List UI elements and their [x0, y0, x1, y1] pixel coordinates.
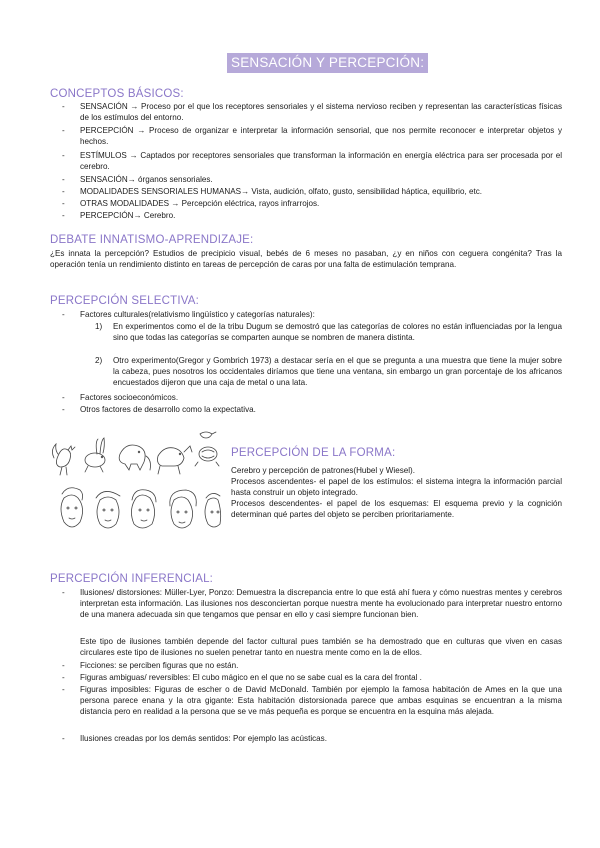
factores-culturales: Factores culturales(relativismo lingüístico y categorías naturales): [80, 310, 315, 319]
face-sketch-5 [205, 493, 221, 527]
ilusiones-distorsiones: Ilusiones/ distorsiones: Müller-Lyer, Ponzo: Demuestra la discrepancia entre lo que está ahí fuera y cómo nuestras mentes y cerebros interpretan esta información. Las ilusiones nos desconciertan porque nuestra mente ha evolucionado para interpretar nuestro entorno de una manera adecuada sin que tengamos que pensar en ello y casi siempre funcionan bien. [80, 588, 562, 619]
list-item [62, 684, 562, 717]
rabbit-sketch [85, 438, 105, 472]
forma-line-patrones: Cerebro y percepción de patrones(Hubel y Wiesel). [231, 466, 415, 475]
list-item [62, 309, 562, 320]
bullet-dash: - [62, 588, 65, 597]
face-sketch-4 [170, 490, 196, 528]
bullet-dash: - [62, 405, 65, 414]
list-item [62, 210, 562, 221]
face-sketch-1 [61, 488, 83, 527]
concepto-percepcion: PERCEPCIÓN → Proceso de organizar e interpretar la información sensorial, que nos permite reconocer e interpretar objetos y hechos. [80, 126, 562, 146]
bullet-dash: - [62, 685, 65, 694]
ilusiones-cultural-paragraph: Este tipo de ilusiones también depende del factor cultural pues también se ha demostrado que en culturas que viven en casas circulares este tipo de ilusiones no suelen penetrar tanto en nuestra mente como en la de ellos. [80, 637, 562, 657]
concepto-sensacion: SENSACIÓN → Proceso por el que los receptores sensoriales y el sistema nervioso reciben y representan las características físicas de los estímulos del entorno. [80, 102, 562, 122]
forma-line-descendentes: Procesos descendentes- el papel de los esquemas: El esquema previo y la cognición determinan qué partes del objeto se perciben prioritariamente. [231, 499, 562, 519]
forma-text-block [231, 465, 562, 520]
list-item [62, 660, 562, 671]
list-item [62, 150, 562, 172]
number-label: 2) [95, 356, 103, 365]
section-heading-debate: DEBATE INNATISMO-APRENDIZAJE: [50, 234, 254, 246]
concepto-modalidades: MODALIDADES SENSORIALES HUMANAS→ Vista, audición, olfato, gusto, sensibilidad háptica, equilibrio, etc. [80, 187, 483, 196]
face-sketch-2 [96, 491, 120, 528]
figuras-imposibles: Figuras imposibles: Figuras de escher o de David McDonald. También por ejemplo la famosa habitación de Ames en la que una persona parece enana y la otra gigante: Esta habitación distorsionada parece que ambas esquinas se encuentran a la misma distancia pero en realidad a la persona que se ve más pequeña es porque se encuentra en la esquina más alejada. [80, 685, 562, 716]
numbered-item [95, 355, 562, 388]
bullet-dash: - [62, 151, 65, 160]
list-item [62, 186, 562, 197]
list-item [62, 587, 562, 620]
list-item [62, 672, 562, 683]
perception-illustration [50, 428, 222, 548]
otros-factores: Otros factores de desarrollo como la expectativa. [80, 405, 256, 414]
list-item [62, 733, 562, 744]
dog-sketch [158, 446, 193, 474]
concepto-percepcion-cerebro: PERCEPCIÓN→ Cerebro. [80, 211, 176, 220]
section-heading-selectiva: PERCEPCIÓN SELECTIVA: [50, 295, 200, 307]
rooster-sketch [52, 444, 75, 475]
bird-sketch [200, 432, 216, 438]
bullet-dash: - [62, 673, 65, 682]
figuras-ambiguas: Figuras ambiguas/ reversibles: El cubo mágico en el que no se sabe cual es la cara del frontal . [80, 673, 422, 682]
experimento-dugum: En experimentos como el de la tribu Dugum se demostró que las categorías de colores no están influenciadas por la lengua sino que todas las categorías se comparten aunque se nombren de manera distinta. [113, 322, 562, 342]
concepto-estimulos: ESTÍMULOS → Captados por receptores sensoriales que transforman la información en energía eléctrica para ser procesada por el cerebro. [80, 151, 562, 171]
page-title: SENSACIÓN Y PERCEPCIÓN: [227, 53, 428, 73]
forma-line-ascendentes: Procesos ascendentes- el papel de los estímulos: el sistema integra la información parcial hasta construir un objeto integrado. [231, 477, 562, 497]
turtle-sketch [195, 447, 219, 466]
bullet-dash: - [62, 126, 65, 135]
face-sketch-3 [131, 490, 156, 528]
concepto-sensacion-organos: SENSACIÓN→ órganos sensoriales. [80, 175, 213, 184]
bullet-dash: - [62, 310, 65, 319]
list-item [62, 392, 562, 403]
list-item [62, 198, 562, 209]
number-label: 1) [95, 322, 103, 331]
concepto-otras-modalidades: OTRAS MODALIDADES → Percepción eléctrica, rayos infrarrojos. [80, 199, 320, 208]
bullet-dash: - [62, 211, 65, 220]
section-heading-conceptos: CONCEPTOS BÁSICOS: [50, 88, 184, 100]
section-heading-inferencial: PERCEPCIÓN INFERENCIAL: [50, 573, 214, 585]
bullet-dash: - [62, 393, 65, 402]
bullet-dash: - [62, 102, 65, 111]
ilusiones-otros-sentidos: Ilusiones creadas por los demás sentidos: Por ejemplo las acústicas. [80, 734, 327, 743]
numbered-item [95, 321, 562, 343]
list-item [62, 404, 562, 415]
bullet-dash: - [62, 187, 65, 196]
elephant-sketch [119, 445, 150, 470]
experimento-gregor: Otro experimento(Gregor y Gombrich 1973) a destacar sería en el que se pregunta a una muestra que tiene la mujer sobre la cabeza, pues nosotros los occidentales diríamos que tiene una ventana, sin embargo un gran porcentaje de los africanos encuestados dijeron que una caja de metal o una lata. [113, 356, 562, 387]
list-item [62, 101, 562, 123]
list-item [62, 174, 562, 185]
bullet-dash: - [62, 175, 65, 184]
bullet-dash: - [62, 661, 65, 670]
factores-socioeconomicos: Factores socioeconómicos. [80, 393, 179, 402]
bullet-dash: - [62, 734, 65, 743]
debate-paragraph: ¿Es innata la percepción? Estudios de precipicio visual, bebés de 6 meses no pasaban, ¿y en niños con ceguera congénita? Tras la operación tenía un rendimiento distinto en tareas de percepción de caras por una falta de estimulación temprana. [50, 249, 562, 269]
section-heading-forma: PERCEPCIÓN DE LA FORMA: [231, 447, 396, 459]
ficciones: Ficciones: se perciben figuras que no están. [80, 661, 239, 670]
bullet-dash: - [62, 199, 65, 208]
list-item [62, 125, 562, 147]
